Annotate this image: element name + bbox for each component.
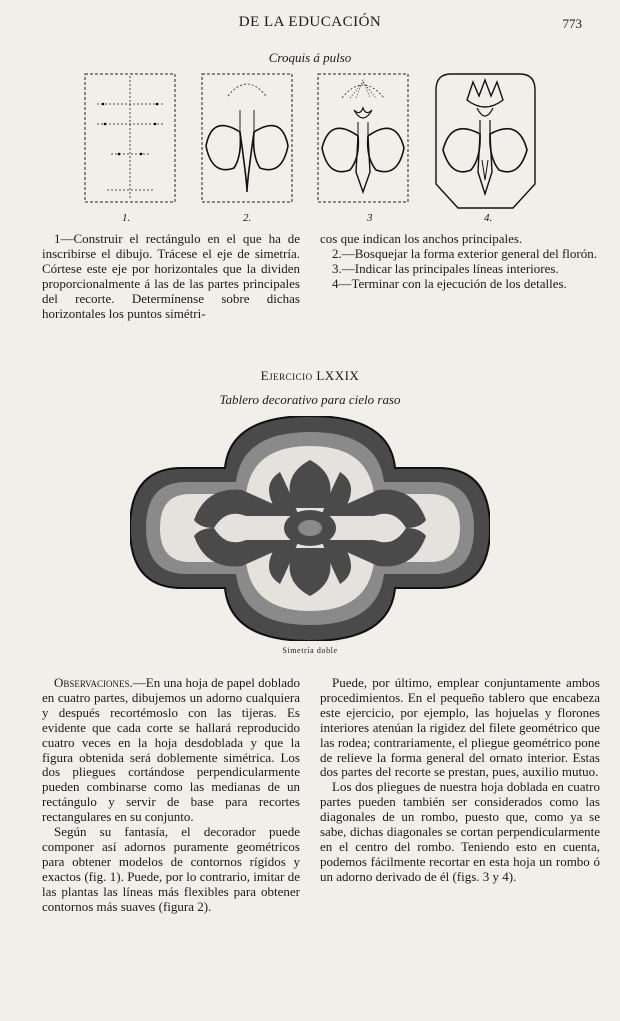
page-number: 773 <box>562 16 582 31</box>
figure-number-2: 2. <box>243 212 252 224</box>
step-4: 4—Terminar con la ejecución de los detalles. <box>332 275 567 291</box>
page-header <box>0 14 620 36</box>
panel-caption: Simetría doble <box>282 646 338 655</box>
observation-4: Los dos pliegues de nuestra hoja doblada en cuatro partes pueden también ser considerados como las diagonales de un rombo, puesto que, como ya se sabe, dichas diagonales se cortan perpendicularmente en el centro del rombo. Teniendo esto en cuenta, podemos fácilmente recortar en esta hoja un rombo ó un adorno derivado de él (figs. 3 y 4). <box>320 779 600 884</box>
observations-lead: Observaciones. <box>54 675 133 690</box>
observations-right-column <box>320 676 600 885</box>
figure-number-3: 3 <box>367 212 373 224</box>
figure-4-finished <box>433 72 538 212</box>
step-2: 2.—Bosquejar la forma exterior general del florón. <box>332 245 597 261</box>
figure-number-1: 1. <box>122 212 131 224</box>
figure-title: Croquis á pulso <box>268 50 352 65</box>
figure-1-construction <box>83 72 178 207</box>
observation-3: Puede, por último, emplear conjuntamente ambos procedimientos. En el pequeño tablero que encabeza este ejercicio, por ejemplo, las hojuelas y florones interiores atenúan la rigidez del filete geométrico que las rodea; contrariamente, el pliegue geométrico pone de relieve la forma general del ornato interior. Estas dos partes del recorte se prestan, pues, auxilio mutuo. <box>320 675 600 780</box>
observations-left-column <box>42 676 300 915</box>
observation-2: Según su fantasía, el decorador puede componer así adornos puramente geométricos para obtener modelos de contornos rígidos y exactos (fig. 1). Puede, por lo contrario, imitar de las plantas las líneas más flexibles para obtener contornos más suaves (figura 2). <box>42 824 300 914</box>
decorative-panel <box>130 416 490 641</box>
running-title: DE LA EDUCACIÓN <box>238 14 382 30</box>
step-1-end: cos que indican los anchos principales. <box>320 231 523 246</box>
sketch-figures <box>78 72 548 222</box>
observation-1-text: —En una hoja de papel doblado en cuatro partes, dibujemos un adorno cualquiera y después recortémoslo con las tijeras. Es evidente que cada corte se hallará reproducido cuatro veces en la hoja desdoblada y que la figura obtenida será doblemente simétrica. Los dos pliegues cortándose perpendicularmente pueden combinarse como las medianas de un rectángulo y servir de base para recortes rectangulares en su conjunto. <box>42 675 300 825</box>
observation-1 <box>42 676 300 825</box>
step-3: 3.—Indicar las principales líneas interiores. <box>332 260 559 276</box>
exercise-title: Ejercicio LXXIX <box>260 368 360 383</box>
figure-number-4: 4. <box>484 212 493 224</box>
exercise-subtitle: Tablero decorativo para cielo raso <box>219 392 401 407</box>
steps-right-column <box>320 232 600 292</box>
figure-3-inner-lines <box>316 72 411 207</box>
step-1: 1—Construir el rectángulo en el que ha de inscribirse el dibujo. Trácese el eje de simetría. Córtese este eje por horizontales que la dividen proporcionalmente á las de las partes principales del recorte. Determínense sobre dichas horizontales los puntos simétri- <box>42 231 300 321</box>
figure-2-outline <box>200 72 295 207</box>
steps-left-column <box>42 232 300 321</box>
